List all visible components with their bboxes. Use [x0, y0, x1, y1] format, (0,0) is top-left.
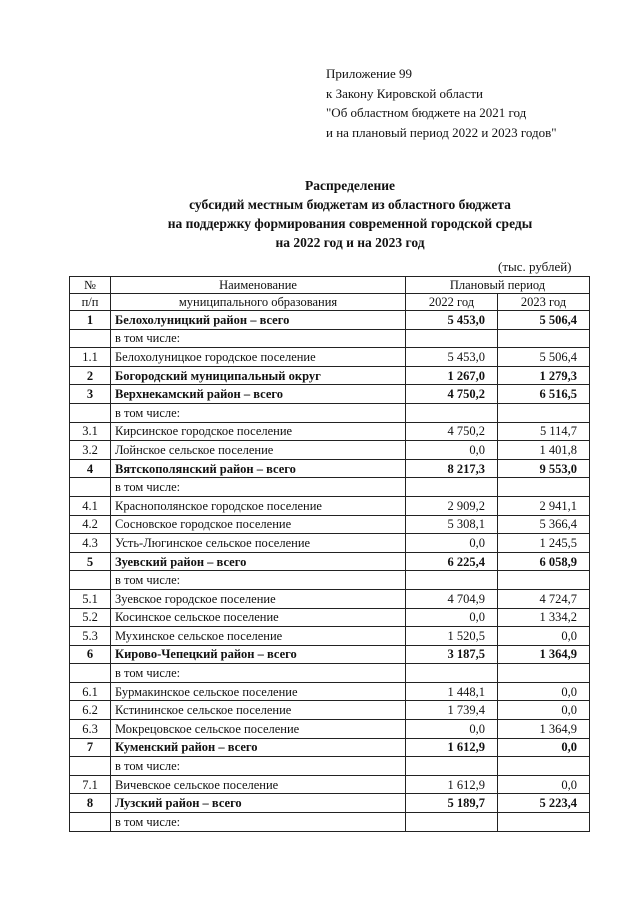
row-value-2023: 1 279,3 — [498, 366, 590, 385]
row-value-2022 — [406, 664, 498, 683]
document-title — [60, 176, 640, 252]
table-row — [70, 794, 590, 813]
table-row — [70, 515, 590, 534]
row-name: Вичевское сельское поселение — [111, 775, 406, 794]
row-value-2022 — [406, 813, 498, 832]
row-name: в том числе: — [111, 813, 406, 832]
row-number — [70, 403, 111, 422]
row-value-2022: 1 739,4 — [406, 701, 498, 720]
units-label: (тыс. рублей) — [498, 259, 572, 274]
row-number — [70, 664, 111, 683]
row-name: Лойнское сельское поселение — [111, 441, 406, 460]
row-name: Усть-Люгинское сельское поселение — [111, 534, 406, 553]
row-number: 3 — [70, 385, 111, 404]
title-line: на 2022 год и на 2023 год — [275, 235, 425, 250]
row-number: 1.1 — [70, 348, 111, 367]
appendix-line: и на плановый период 2022 и 2023 годов" — [326, 124, 557, 140]
header-2022: 2022 год — [406, 294, 498, 311]
row-value-2022: 6 225,4 — [406, 552, 498, 571]
row-name: Кирово-Чепецкий район – всего — [111, 645, 406, 664]
header-name-bottom: муниципального образования — [111, 294, 406, 311]
row-number — [70, 757, 111, 776]
row-value-2023: 5 506,4 — [498, 348, 590, 367]
row-number: 2 — [70, 366, 111, 385]
row-value-2023: 5 366,4 — [498, 515, 590, 534]
row-name: Белохолуницкий район – всего — [111, 311, 406, 330]
row-name: Куменский район – всего — [111, 738, 406, 757]
row-value-2023: 9 553,0 — [498, 459, 590, 478]
row-number: 3.2 — [70, 441, 111, 460]
row-value-2023: 4 724,7 — [498, 589, 590, 608]
row-name: Белохолуницкое городское поселение — [111, 348, 406, 367]
row-number: 4.1 — [70, 496, 111, 515]
row-value-2022: 0,0 — [406, 441, 498, 460]
table-row — [70, 571, 590, 590]
row-name: в том числе: — [111, 403, 406, 422]
table-row — [70, 496, 590, 515]
row-number: 5.2 — [70, 608, 111, 627]
table-body — [70, 277, 590, 832]
row-value-2022 — [406, 478, 498, 497]
row-number: 4.3 — [70, 534, 111, 553]
row-value-2023: 6 516,5 — [498, 385, 590, 404]
row-value-2023 — [498, 329, 590, 348]
table-row — [70, 422, 590, 441]
row-value-2022: 2 909,2 — [406, 496, 498, 515]
row-value-2023: 1 334,2 — [498, 608, 590, 627]
appendix-line: к Закону Кировской области — [326, 85, 483, 101]
row-name: Зуевское городское поселение — [111, 589, 406, 608]
row-value-2023: 0,0 — [498, 627, 590, 646]
header-num-top: № — [70, 277, 111, 294]
row-number — [70, 813, 111, 832]
row-value-2022: 1 520,5 — [406, 627, 498, 646]
row-value-2022 — [406, 571, 498, 590]
subsidy-table — [69, 276, 590, 832]
table-row — [70, 738, 590, 757]
header-name-top: Наименование — [111, 277, 406, 294]
row-number: 5 — [70, 552, 111, 571]
row-value-2022: 0,0 — [406, 720, 498, 739]
title-line: на поддержку формирования современной городской среды — [167, 216, 533, 231]
header-row — [70, 294, 590, 311]
row-name: Вятскополянский район – всего — [111, 459, 406, 478]
row-value-2023 — [498, 478, 590, 497]
table-row — [70, 329, 590, 348]
row-number: 3.1 — [70, 422, 111, 441]
table-row — [70, 608, 590, 627]
row-value-2023: 6 058,9 — [498, 552, 590, 571]
row-number: 6.1 — [70, 682, 111, 701]
table-row — [70, 645, 590, 664]
row-value-2022: 8 217,3 — [406, 459, 498, 478]
row-name: Мокрецовское сельское поселение — [111, 720, 406, 739]
row-value-2023: 1 364,9 — [498, 645, 590, 664]
row-name: Зуевский район – всего — [111, 552, 406, 571]
row-name: в том числе: — [111, 478, 406, 497]
table-row — [70, 311, 590, 330]
appendix-line: Приложение 99 — [326, 66, 413, 81]
row-value-2023: 5 114,7 — [498, 422, 590, 441]
row-number — [70, 571, 111, 590]
row-value-2023 — [498, 757, 590, 776]
row-value-2022: 0,0 — [406, 608, 498, 627]
row-value-2022: 1 448,1 — [406, 682, 498, 701]
row-name: в том числе: — [111, 757, 406, 776]
table-row — [70, 403, 590, 422]
row-value-2023: 1 401,8 — [498, 441, 590, 460]
row-number — [70, 329, 111, 348]
row-value-2022: 4 704,9 — [406, 589, 498, 608]
row-value-2023: 5 506,4 — [498, 311, 590, 330]
row-value-2022 — [406, 403, 498, 422]
row-value-2022: 4 750,2 — [406, 422, 498, 441]
table-row — [70, 813, 590, 832]
table-row — [70, 627, 590, 646]
row-number: 6.3 — [70, 720, 111, 739]
row-name: Краснополянское городское поселение — [111, 496, 406, 515]
table-row — [70, 701, 590, 720]
row-value-2022: 1 612,9 — [406, 775, 498, 794]
header-2023: 2023 год — [498, 294, 590, 311]
row-number: 7 — [70, 738, 111, 757]
row-value-2023: 0,0 — [498, 701, 590, 720]
header-num-bottom: п/п — [70, 294, 111, 311]
row-number: 5.1 — [70, 589, 111, 608]
row-value-2022: 5 453,0 — [406, 311, 498, 330]
row-number: 4 — [70, 459, 111, 478]
row-number: 8 — [70, 794, 111, 813]
table-row — [70, 775, 590, 794]
table-row — [70, 348, 590, 367]
row-number: 6 — [70, 645, 111, 664]
table-row — [70, 589, 590, 608]
row-name: Кирсинское городское поселение — [111, 422, 406, 441]
table-row — [70, 385, 590, 404]
row-value-2023 — [498, 813, 590, 832]
table-row — [70, 534, 590, 553]
table-row — [70, 552, 590, 571]
row-name: в том числе: — [111, 664, 406, 683]
table-row — [70, 441, 590, 460]
row-value-2023: 2 941,1 — [498, 496, 590, 515]
table-row — [70, 682, 590, 701]
appendix-line: "Об областном бюджете на 2021 год — [326, 105, 527, 120]
header-period: Плановый период — [406, 277, 590, 294]
row-name: в том числе: — [111, 571, 406, 590]
row-value-2022: 0,0 — [406, 534, 498, 553]
title-line: Распределение — [304, 178, 396, 193]
row-name: Верхнекамский район – всего — [111, 385, 406, 404]
row-value-2023: 0,0 — [498, 682, 590, 701]
row-name: Мухинское сельское поселение — [111, 627, 406, 646]
row-name: в том числе: — [111, 329, 406, 348]
row-name: Богородский муниципальный округ — [111, 366, 406, 385]
row-value-2023 — [498, 664, 590, 683]
row-number: 6.2 — [70, 701, 111, 720]
header-row — [70, 277, 590, 294]
row-value-2022: 4 750,2 — [406, 385, 498, 404]
row-name: Лузский район – всего — [111, 794, 406, 813]
table-row — [70, 366, 590, 385]
row-value-2023: 5 223,4 — [498, 794, 590, 813]
appendix-header — [326, 64, 557, 142]
row-value-2022 — [406, 329, 498, 348]
row-value-2023 — [498, 403, 590, 422]
row-value-2022: 5 453,0 — [406, 348, 498, 367]
row-value-2022: 3 187,5 — [406, 645, 498, 664]
row-value-2022: 1 267,0 — [406, 366, 498, 385]
table-row — [70, 757, 590, 776]
row-value-2023: 1 245,5 — [498, 534, 590, 553]
row-name: Сосновское городское поселение — [111, 515, 406, 534]
row-value-2023: 1 364,9 — [498, 720, 590, 739]
row-value-2023: 0,0 — [498, 738, 590, 757]
table-row — [70, 664, 590, 683]
row-value-2022 — [406, 757, 498, 776]
table-row — [70, 459, 590, 478]
row-number — [70, 478, 111, 497]
row-number: 7.1 — [70, 775, 111, 794]
row-number: 5.3 — [70, 627, 111, 646]
row-name: Кстининское сельское поселение — [111, 701, 406, 720]
row-value-2023 — [498, 571, 590, 590]
row-number: 1 — [70, 311, 111, 330]
row-name: Косинское сельское поселение — [111, 608, 406, 627]
table-row — [70, 478, 590, 497]
row-value-2022: 5 308,1 — [406, 515, 498, 534]
table-row — [70, 720, 590, 739]
row-value-2023: 0,0 — [498, 775, 590, 794]
row-name: Бурмакинское сельское поселение — [111, 682, 406, 701]
title-line: субсидий местным бюджетам из областного бюджета — [189, 197, 511, 212]
row-value-2022: 1 612,9 — [406, 738, 498, 757]
row-value-2022: 5 189,7 — [406, 794, 498, 813]
row-number: 4.2 — [70, 515, 111, 534]
